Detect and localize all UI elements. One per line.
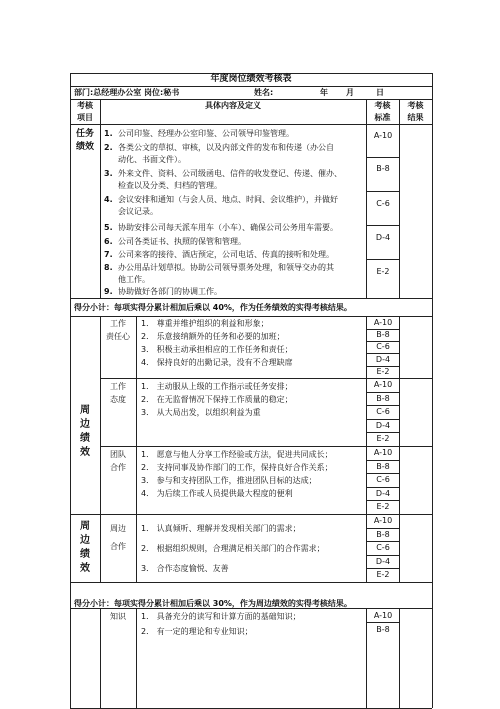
task-num: 5. [104, 223, 113, 232]
group-item: 2． 乐意接纳额外的任务和必要的加班； [141, 332, 285, 341]
task-line: 公司来客的接待、酒店预定，公司电话、传真的接听和处理。 [118, 250, 334, 259]
task-num: 8. [104, 263, 113, 272]
task-line: 办公用品计划草拟。协助公司领导票务处理，和领导交办的其 [118, 263, 334, 272]
task-grade: E-2 [376, 267, 390, 276]
grade: E-2 [376, 570, 390, 579]
group-name: 团队 [110, 450, 126, 459]
task-line: 会议安排和通知（与会人员、地点、时间、会议维护），并做好 [118, 195, 338, 204]
header-standard-2: 标准 [374, 113, 391, 122]
group-item: 1． 认真倾听、理解并发现相关部门的需求； [141, 524, 301, 533]
periphery-label-b3: 绩 [80, 549, 90, 560]
group-name: 工作 [110, 382, 126, 391]
grade: B-8 [376, 330, 390, 339]
task-num: 6. [104, 237, 113, 246]
position-label: 岗位: [144, 88, 164, 97]
department-label: 部门: [74, 88, 94, 97]
name-label: 姓名: [254, 88, 274, 97]
grade: D-4 [375, 421, 391, 430]
header-item-1: 考核 [77, 101, 93, 110]
task-num: 2. [104, 143, 113, 152]
task-line: 协助做好各部门的协调工作。 [118, 287, 222, 296]
task-line: 他工作。 [118, 275, 150, 284]
periphery-subtotal: 得分小计：每项实得分累计相加后乘以 30%，作为周边绩效的实得考核结果。 [74, 599, 352, 608]
grade: D-4 [375, 355, 391, 364]
task-line: 动化、书面文件）。 [118, 155, 186, 164]
periphery-label-4: 效 [80, 447, 90, 458]
grade: A-10 [373, 448, 393, 457]
group-name: 周边 [110, 524, 126, 533]
header-content: 具体内容及定义 [205, 101, 261, 110]
periphery-label-1: 周 [80, 405, 90, 416]
task-line: 会议记录。 [118, 207, 158, 216]
task-line: 各类公文的草拟、审核，以及内部文件的发布和传递（办公自 [118, 143, 334, 152]
task-grade: D-4 [375, 233, 391, 242]
group-item: 2． 在无监督情况下保持工作质量的稳定； [141, 395, 293, 404]
periphery-label-3: 绩 [80, 433, 90, 444]
task-num: 3. [104, 169, 113, 178]
knowledge-item: 1． 具备充分的读写和计算方面的基础知识； [141, 612, 301, 621]
task-grade: B-8 [376, 164, 390, 173]
group-item: 1． 愿意与他人分享工作经验或方法，促进共同成长； [141, 450, 333, 459]
knowledge-label: 知识 [110, 612, 126, 621]
task-label-1: 任务 [75, 129, 94, 139]
group-item: 3． 合作态度愉悦、友善 [141, 564, 229, 573]
periphery-label-b2: 边 [80, 535, 90, 546]
grade: B-8 [376, 530, 390, 539]
position-value: 秘书 [163, 88, 180, 97]
task-line: 外来文件、资料、公司级函电、信件的收发登记、传递、催办、 [118, 169, 342, 178]
header-result-2: 结果 [407, 113, 424, 122]
grade: A-10 [373, 318, 393, 327]
grade: D-4 [375, 489, 391, 498]
knowledge-grade: A-10 [373, 611, 393, 620]
periphery-label-b1: 周 [80, 521, 90, 532]
grade: C-6 [376, 407, 390, 416]
group-name: 合作 [110, 463, 126, 472]
header-result-1: 考核 [407, 101, 424, 110]
grade: C-6 [376, 543, 390, 552]
group-name: 责任心 [106, 332, 130, 341]
grade: C-6 [376, 342, 390, 351]
periphery-label-b4: 效 [80, 563, 90, 574]
task-line: 公司印鉴、经理办公室印鉴、公司领导印鉴管理。 [118, 129, 294, 138]
task-num: 1. [104, 129, 113, 138]
header-item-2: 项目 [77, 113, 93, 122]
task-num: 9. [104, 287, 113, 296]
grade: E-2 [376, 367, 390, 376]
page-title: 年度岗位绩效考核表 [210, 74, 292, 84]
task-subtotal: 得分小计：每项实得分累计相加后乘以 40%，作为任务绩效的实得考核结果。 [74, 303, 352, 312]
header-standard-1: 考核 [374, 101, 391, 110]
grade: E-2 [376, 434, 390, 443]
group-item: 3． 从大局出发，以组织利益为重 [141, 408, 261, 417]
group-item: 1． 主动服从上级的工作指示或任务安排； [141, 382, 293, 391]
task-grade: A-10 [373, 131, 393, 140]
group-name: 合作 [110, 542, 126, 551]
month-label: 月 [346, 88, 354, 97]
group-item: 3． 积极主动承担相应的工作任务和责任； [141, 345, 293, 354]
grade: E-2 [376, 502, 390, 511]
task-num: 4. [104, 195, 113, 204]
group-item: 4． 为后续工作或人员提供最大程度的便利 [141, 489, 293, 498]
task-grade: C-6 [376, 199, 390, 208]
grade: B-8 [376, 394, 390, 403]
group-item: 2． 根据组织规则，合理满足相关部门的合作需求； [141, 544, 325, 553]
task-label-2: 绩效 [75, 142, 94, 152]
grade: C-6 [376, 475, 390, 484]
task-line: 协助安排公司每天派车用车（小车）、确保公司公务用车需要。 [118, 223, 338, 232]
grade: A-10 [373, 380, 393, 389]
day-label: 日 [376, 88, 384, 97]
group-item: 4． 保持良好的出勤记录，没有不合理缺席 [141, 358, 293, 367]
group-name: 工作 [110, 319, 126, 328]
task-line: 公司各类证书、执照的保管和管理。 [118, 237, 246, 246]
task-num: 7. [104, 250, 113, 259]
task-line: 检查以及分类、归档的管理。 [118, 181, 222, 190]
grade: D-4 [375, 557, 391, 566]
group-item: 1． 尊重并维护组织的利益和形象； [141, 319, 269, 328]
grade: B-8 [376, 462, 390, 471]
knowledge-item: 2． 有一定的理论和专业知识； [141, 627, 253, 636]
group-item: 3． 参与和支持团队工作，推进团队目标的达成； [141, 476, 317, 485]
knowledge-grade: B-8 [376, 625, 390, 634]
department-value: 总经理办公室 [93, 88, 142, 97]
meta-row [74, 87, 179, 98]
year-label: 年 [320, 88, 328, 97]
periphery-label-2: 边 [80, 419, 90, 430]
group-item: 2． 支持同事及协作部门的工作，保持良好合作关系； [141, 463, 333, 472]
grade: A-10 [373, 516, 393, 525]
group-name: 态度 [110, 395, 126, 404]
